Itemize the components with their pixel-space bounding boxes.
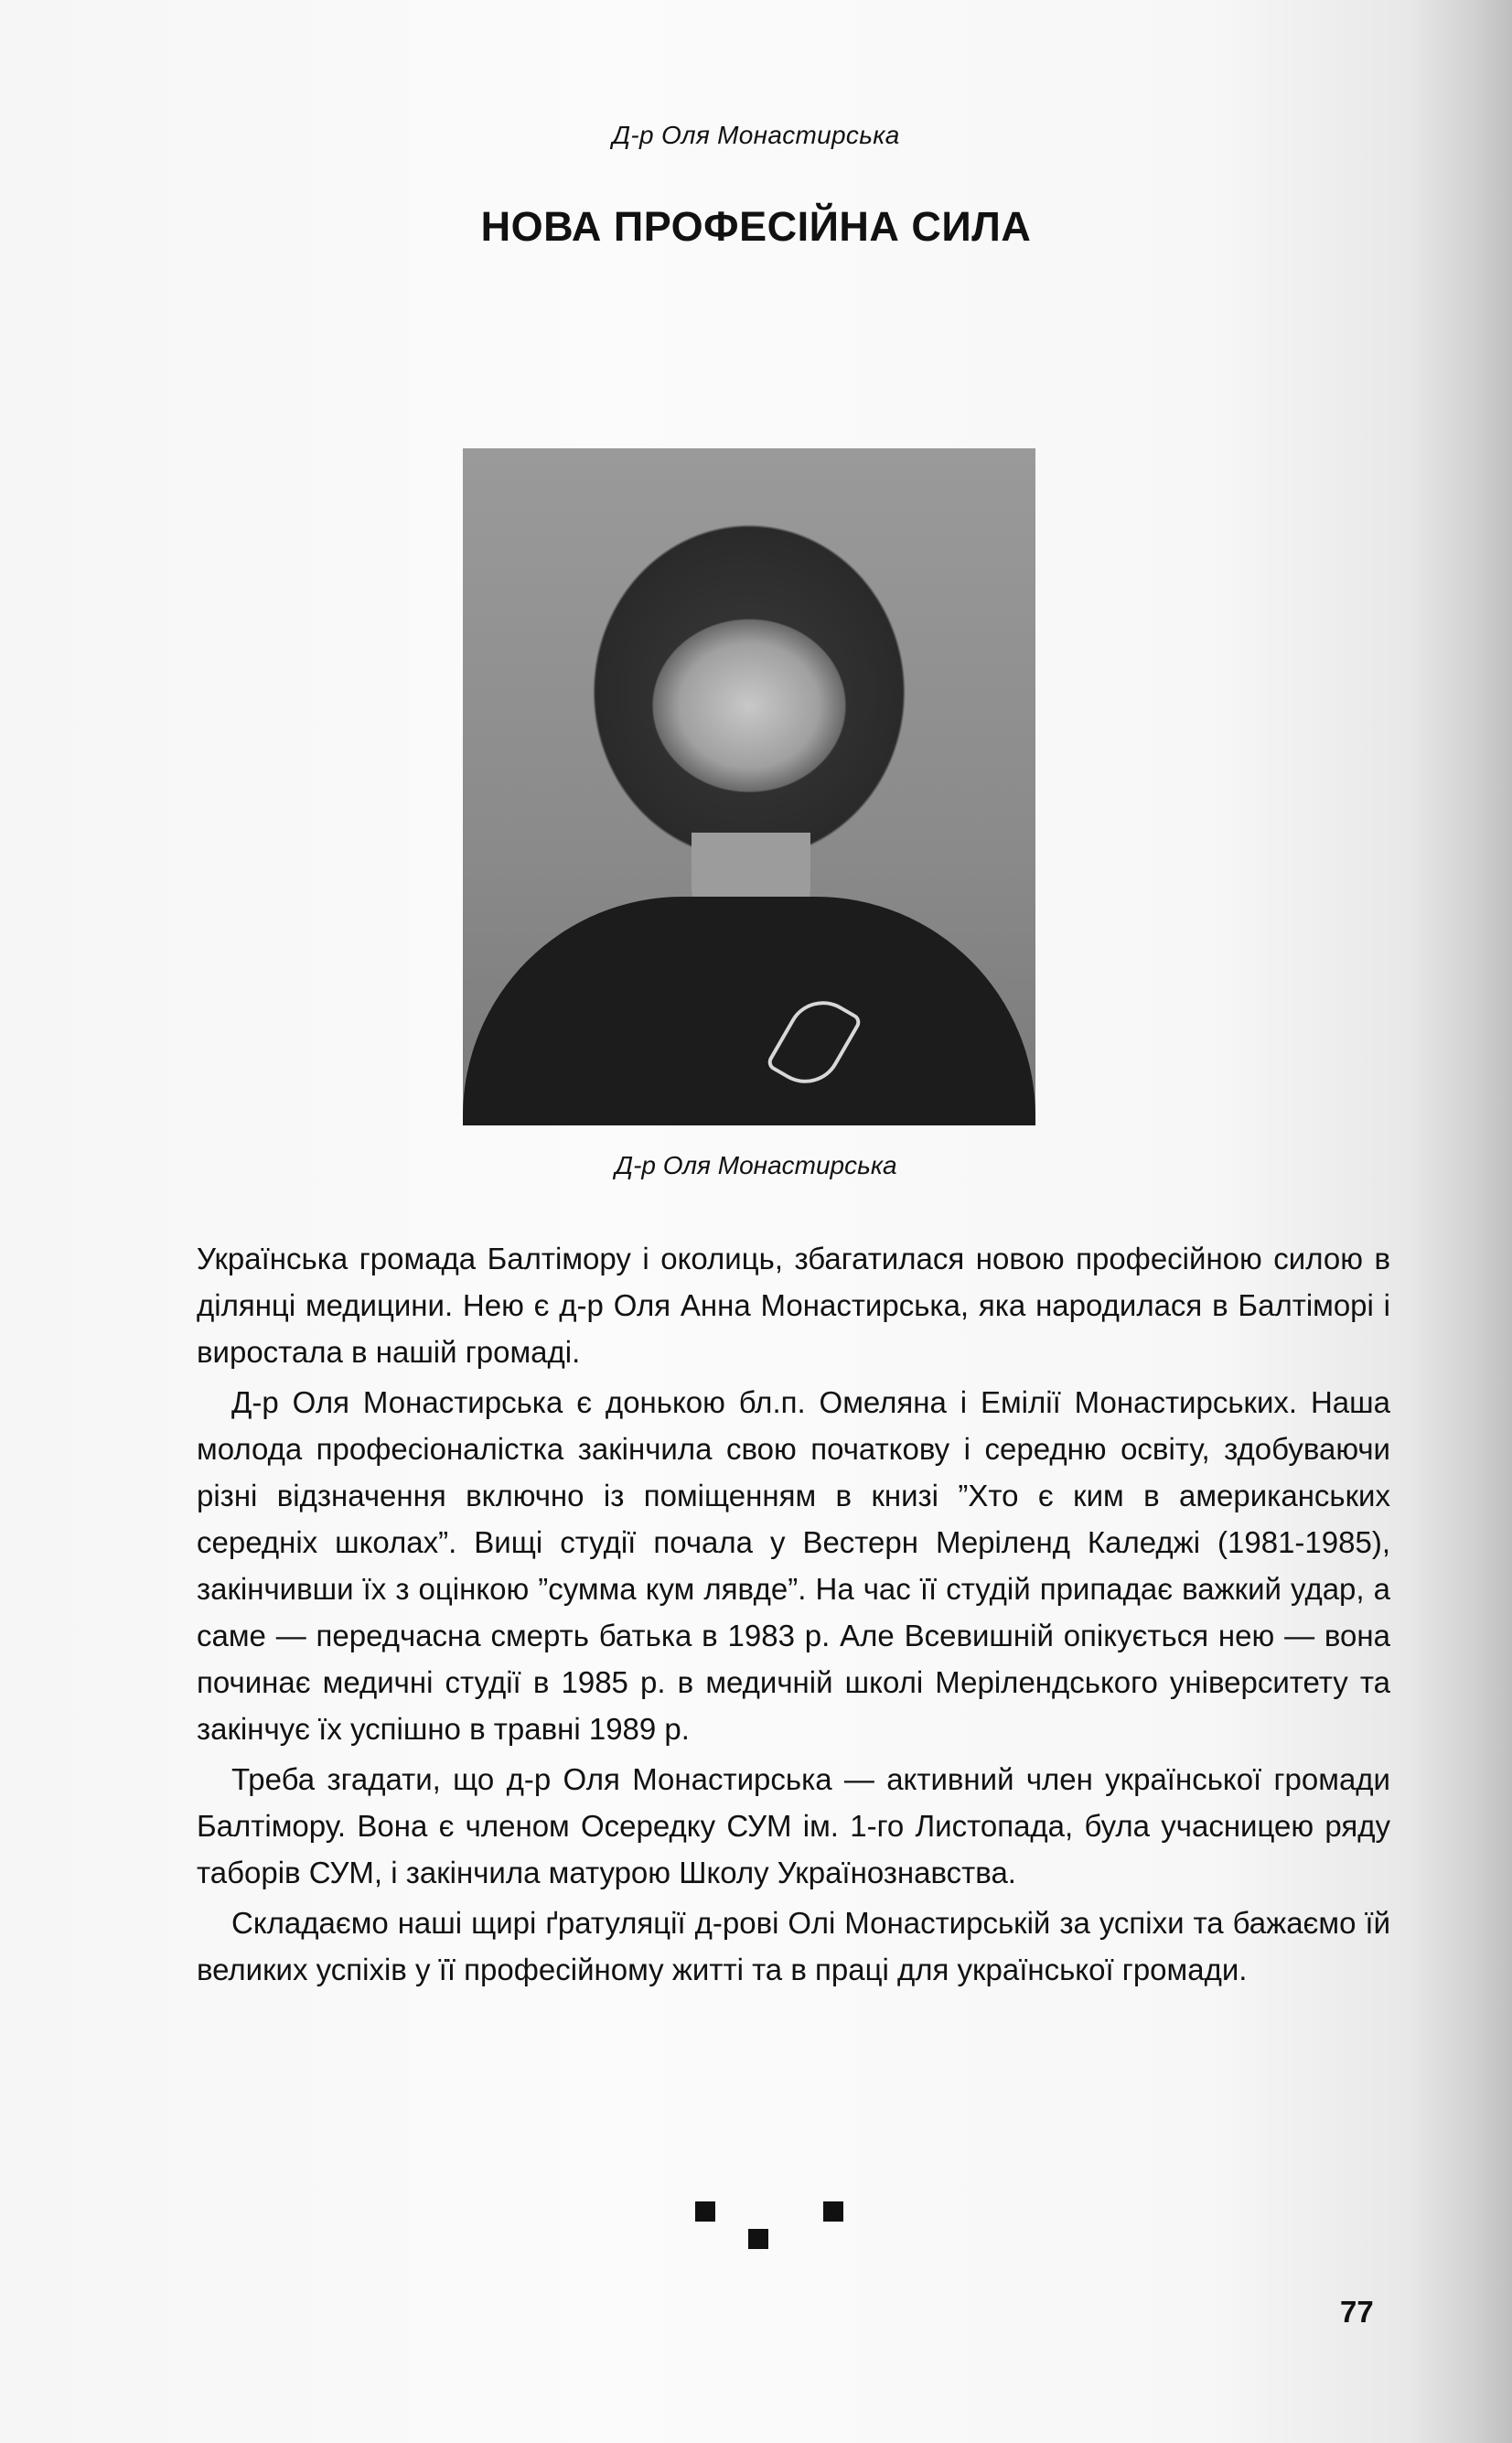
photo-shirt-shape <box>463 897 1035 1125</box>
article-body <box>197 1235 1390 1996</box>
ornament-square-left <box>695 2201 715 2222</box>
page-edge-shadow <box>1411 0 1512 2443</box>
paragraph-1: Українська громада Балтімору і околиць, збагатилася новою професійною силою в ділянці медицини. Нею є д-р Оля Анна Монастирська, яка народилася в Балтіморі і виростала в нашій громаді. <box>197 1242 1390 1369</box>
ornament-square-middle <box>748 2229 768 2249</box>
page-title: НОВА ПРОФЕСІЙНА СИЛА <box>480 203 1032 250</box>
photo-caption: Д-р Оля Монастирська <box>615 1151 897 1179</box>
top-caption: Д-р Оля Монастирська <box>612 121 900 149</box>
ornament-square-right <box>823 2201 843 2222</box>
paragraph-2: Д-р Оля Монастирська є донькою бл.п. Омеляна і Емілії Монастирських. Наша молода професіоналістка закінчила свою початкову і середню освіту, здобуваючи різні відзначення включно із поміщенням в книзі ”Хто є ким в американських середніх школах”. Вищі студії почала у Вестерн Меріленд Каледжі (1981-1985), закінчивши їх з оцінкою ”сумма кум лявде”. На час її студій припадає важкий удар, а саме — передчасна смерть батька в 1983 р. Але Всевишній опікується нею — вона починає медичні студії в 1985 р. в медичній школі Мерілендського університету та закінчує їх успішно в травні 1989 р. <box>197 1385 1390 1746</box>
paragraph-3: Треба згадати, що д-р Оля Монастирська — активний член української громади Балтімору. Вона є членом Осередку СУМ ім. 1-го Листопада, була учасницею ряду таборів СУМ, і закінчила матурою Школу Українознавства. <box>197 1762 1390 1889</box>
paragraph-4: Складаємо наші щирі ґратуляції д-рові Олі Монастирській за успіхи та бажаємо їй великих успіхів у її професійному житті та в праці для української громади. <box>197 1906 1390 1986</box>
portrait-photo <box>463 448 1035 1125</box>
section-end-ornament <box>695 2196 851 2260</box>
page-number: 77 <box>1340 2295 1374 2329</box>
